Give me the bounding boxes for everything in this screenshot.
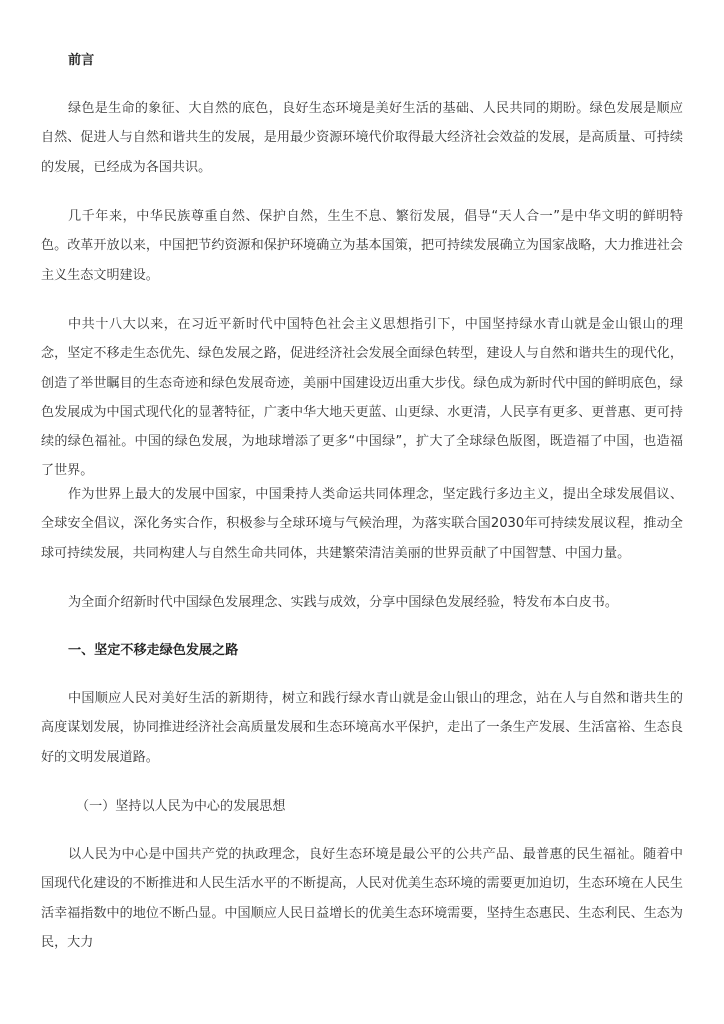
preface-title: 前言 xyxy=(68,53,95,68)
paragraph-1: 绿色是生命的象征、大自然的底色，良好生态环境是美好生活的基础、人民共同的期盼。绿色发展是顺应自然、促进人与自然和谐共生的发展，是用最少资源环境代价取得最大经济社会效益的发展，是高质量、可持续的发展，已经成为各国共识。 xyxy=(41,101,683,175)
paragraph-2: 几千年来，中华民族尊重自然、保护自然，生生不息、繁衍发展，倡导“天人合一”是中华文明的鲜明特色。改革开放以来，中国把节约资源和保护环境确立为基本国策，把可持续发展确立为国家战略，大力推进社会主义生态文明建设。 xyxy=(41,209,683,283)
section-1-title: 一、坚定不移走绿色发展之路 xyxy=(68,643,239,658)
subsection-1-title: （一）坚持以人民为中心的发展思想 xyxy=(76,799,286,814)
section-1-intro: 中国顺应人民对美好生活的新期待，树立和践行绿水青山就是金山银山的理念，站在人与自然和谐共生的高度谋划发展，协同推进经济社会高质量发展和生态环境高水平保护，走出了一条生产发展、生活富裕、生态良好的文明发展道路。 xyxy=(41,691,683,765)
paragraph-5: 为全面介绍新时代中国绿色发展理念、实践与成效，分享中国绿色发展经验，特发布本白皮书。 xyxy=(68,595,618,610)
subsection-1-text: 以人民为中心是中国共产党的执政理念，良好生态环境是最公平的公共产品、最普惠的民生福祉。随着中国现代化建设的不断推进和人民生活水平的不断提高，人民对优美生态环境的需要更加迫切，生态环境在人民生活幸福指数中的地位不断凸显。中国顺应人民日益增长的优美生态环境需要，坚持生态惠民、生态利民、生态为民，大力 xyxy=(41,847,683,950)
paragraph-4: 作为世界上最大的发展中国家，中国秉持人类命运共同体理念，坚定践行多边主义，提出全球发展倡议、全球安全倡议，深化务实合作，积极参与全球环境与气候治理，为落实联合国2030年可持续发展议程，推动全球可持续发展，共同构建人与自然生命共同体，共建繁荣清洁美丽的世界贡献了中国智慧、中国力量。 xyxy=(41,487,683,561)
paragraph-3: 中共十八大以来，在习近平新时代中国特色社会主义思想指引下，中国坚持绿水青山就是金山银山的理念，坚定不移走生态优先、绿色发展之路，促进经济社会发展全面绿色转型，建设人与自然和谐共生的现代化，创造了举世瞩目的生态奇迹和绿色发展奇迹，美丽中国建设迈出重大步伐。绿色成为新时代中国的鲜明底色，绿色发展成为中国式现代化的显著特征，广袤中华大地天更蓝、山更绿、水更清，人民享有更多、更普惠、更可持续的绿色福祉。中国的绿色发展，为地球增添了更多“中国绿”，扩大了全球绿色版图，既造福了中国，也造福了世界。 xyxy=(41,317,683,479)
